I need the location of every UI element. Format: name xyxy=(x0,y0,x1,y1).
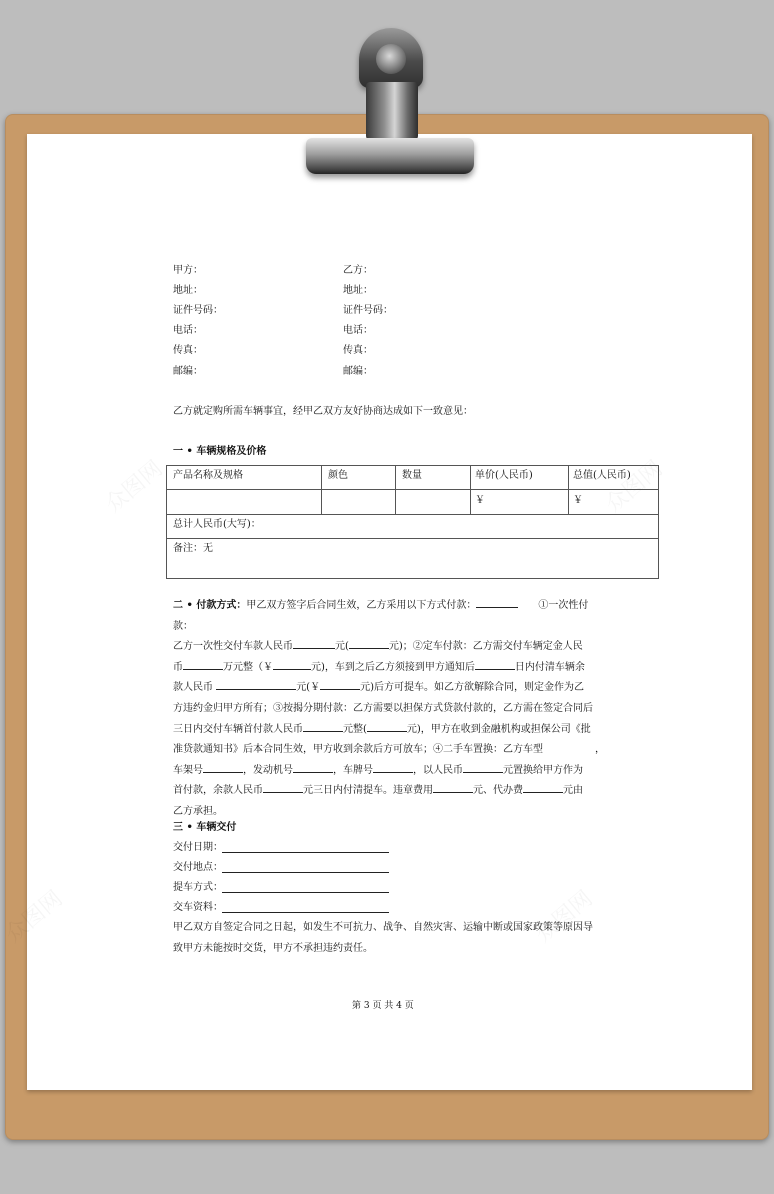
blank-field[interactable] xyxy=(273,658,311,670)
delivery-documents-label: 交车资料： xyxy=(173,902,223,913)
pickup-method-label: 提车方式： xyxy=(173,882,223,893)
blank-field[interactable] xyxy=(476,596,518,608)
binder-clip-hole xyxy=(376,44,406,74)
payment-line: 车架号 ，发动机号 ，车牌号 ，以人民币 元置换给甲方作为 xyxy=(173,761,605,782)
payment-line: 二 • 付款方式：甲乙双方签字后合同生效，乙方采用以下方式付款： ①一次性付款： xyxy=(173,596,605,637)
table-header-product: 产品名称及规格 xyxy=(173,470,243,481)
payment-terms xyxy=(173,596,605,823)
intro-text: 乙方就定购所需车辆事宜，经甲乙双方友好协商达成如下一致意见： xyxy=(173,406,473,417)
table-note-label: 备注：无 xyxy=(173,543,213,554)
table-rule xyxy=(167,538,658,539)
blank-field[interactable] xyxy=(203,761,243,773)
blank-field[interactable] xyxy=(263,781,303,793)
spec-price-table xyxy=(166,465,659,579)
table-header-color: 颜色 xyxy=(328,470,348,481)
blank-field[interactable] xyxy=(433,781,473,793)
table-header-unit-price: 单价(人民币) xyxy=(475,470,533,481)
blank-field[interactable] xyxy=(183,658,223,670)
blank-field[interactable] xyxy=(349,637,389,649)
party-b-phone-label: 电话： xyxy=(343,325,373,336)
force-majeure-clause-line-1: 甲乙双方自签定合同之日起，如发生不可抗力、战争、自然灾害、运输中断或国家政策等原因导 xyxy=(173,922,593,933)
table-rule xyxy=(470,466,471,514)
delivery-date-field[interactable] xyxy=(222,852,389,853)
party-a-fax-label: 传真： xyxy=(173,345,203,356)
delivery-documents-field[interactable] xyxy=(222,912,389,913)
table-header-quantity: 数量 xyxy=(402,470,422,481)
page-number: 第 3 页 共 4 页 xyxy=(352,1001,414,1011)
blank-field[interactable] xyxy=(475,658,515,670)
party-b-fax-label: 传真： xyxy=(343,345,373,356)
payment-line: 乙方承担。 xyxy=(173,805,223,817)
blank-field[interactable] xyxy=(320,678,360,690)
pickup-method-field[interactable] xyxy=(222,892,389,893)
blank-field[interactable] xyxy=(303,720,343,732)
table-rule xyxy=(167,489,658,490)
blank-field[interactable] xyxy=(523,781,563,793)
blank-field[interactable] xyxy=(293,637,335,649)
payment-line: 款人民币 元(￥ 元)后方可提车。如乙方欲解除合同，则定金作为乙 xyxy=(173,678,605,699)
blank-field[interactable] xyxy=(463,761,503,773)
binder-clip-body xyxy=(366,82,418,140)
table-cell-unit-price[interactable]: ￥ xyxy=(475,495,485,506)
blank-field[interactable] xyxy=(293,761,333,773)
section-2-title: 二 • 付款方式： xyxy=(173,600,247,611)
section-3-title: 三 • 车辆交付 xyxy=(173,822,237,833)
payment-line: 乙方一次性交付车款人民币 元( 元)；②定车付款：乙方需交付车辆定金人民 xyxy=(173,637,605,658)
table-cell-total[interactable]: ￥ xyxy=(573,495,583,506)
table-rule xyxy=(395,466,396,514)
payment-line: 方违约金归甲方所有；③按揭分期付款：乙方需要以担保方式贷款付款的，乙方需在签定合同后 xyxy=(173,702,593,714)
table-rule xyxy=(568,466,569,514)
payment-line: 准贷款通知书》后本合同生效，甲方收到余款后方可放车；④二手车置换：乙方车型 ， xyxy=(173,744,605,756)
table-total-label: 总计人民币(大写)： xyxy=(173,519,261,530)
party-a-address-label: 地址： xyxy=(173,285,203,296)
party-a-name-label: 甲方： xyxy=(173,265,203,276)
payment-line: 三日内交付车辆首付款人民币 元整( 元)，甲方在收到金融机构或担保公司《批 xyxy=(173,720,605,741)
table-rule xyxy=(167,514,658,515)
party-b-address-label: 地址： xyxy=(343,285,373,296)
binder-clip-base xyxy=(306,138,474,174)
party-a-id-label: 证件号码： xyxy=(173,305,223,316)
party-a-zip-label: 邮编： xyxy=(173,366,203,377)
party-a-phone-label: 电话： xyxy=(173,325,203,336)
blank-field[interactable] xyxy=(367,720,407,732)
delivery-location-label: 交付地点： xyxy=(173,862,223,873)
party-b-id-label: 证件号码： xyxy=(343,305,393,316)
blank-field[interactable] xyxy=(216,678,296,690)
delivery-date-label: 交付日期： xyxy=(173,842,223,853)
payment-line: 首付款，余款人民币 元三日内付清提车。违章费用 元、代办费 元由 xyxy=(173,781,605,802)
table-header-total: 总值(人民币) xyxy=(573,470,631,481)
delivery-location-field[interactable] xyxy=(222,872,389,873)
blank-field[interactable] xyxy=(373,761,413,773)
force-majeure-clause-line-2: 致甲方未能按时交货，甲方不承担违约责任。 xyxy=(173,943,373,954)
section-1-title: 一 • 车辆规格及价格 xyxy=(173,446,267,457)
party-b-name-label: 乙方： xyxy=(343,265,373,276)
payment-line: 币 万元整（￥ 元)，车到之后乙方须接到甲方通知后 日内付清车辆余 xyxy=(173,658,605,679)
party-b-zip-label: 邮编： xyxy=(343,366,373,377)
table-rule xyxy=(321,466,322,514)
